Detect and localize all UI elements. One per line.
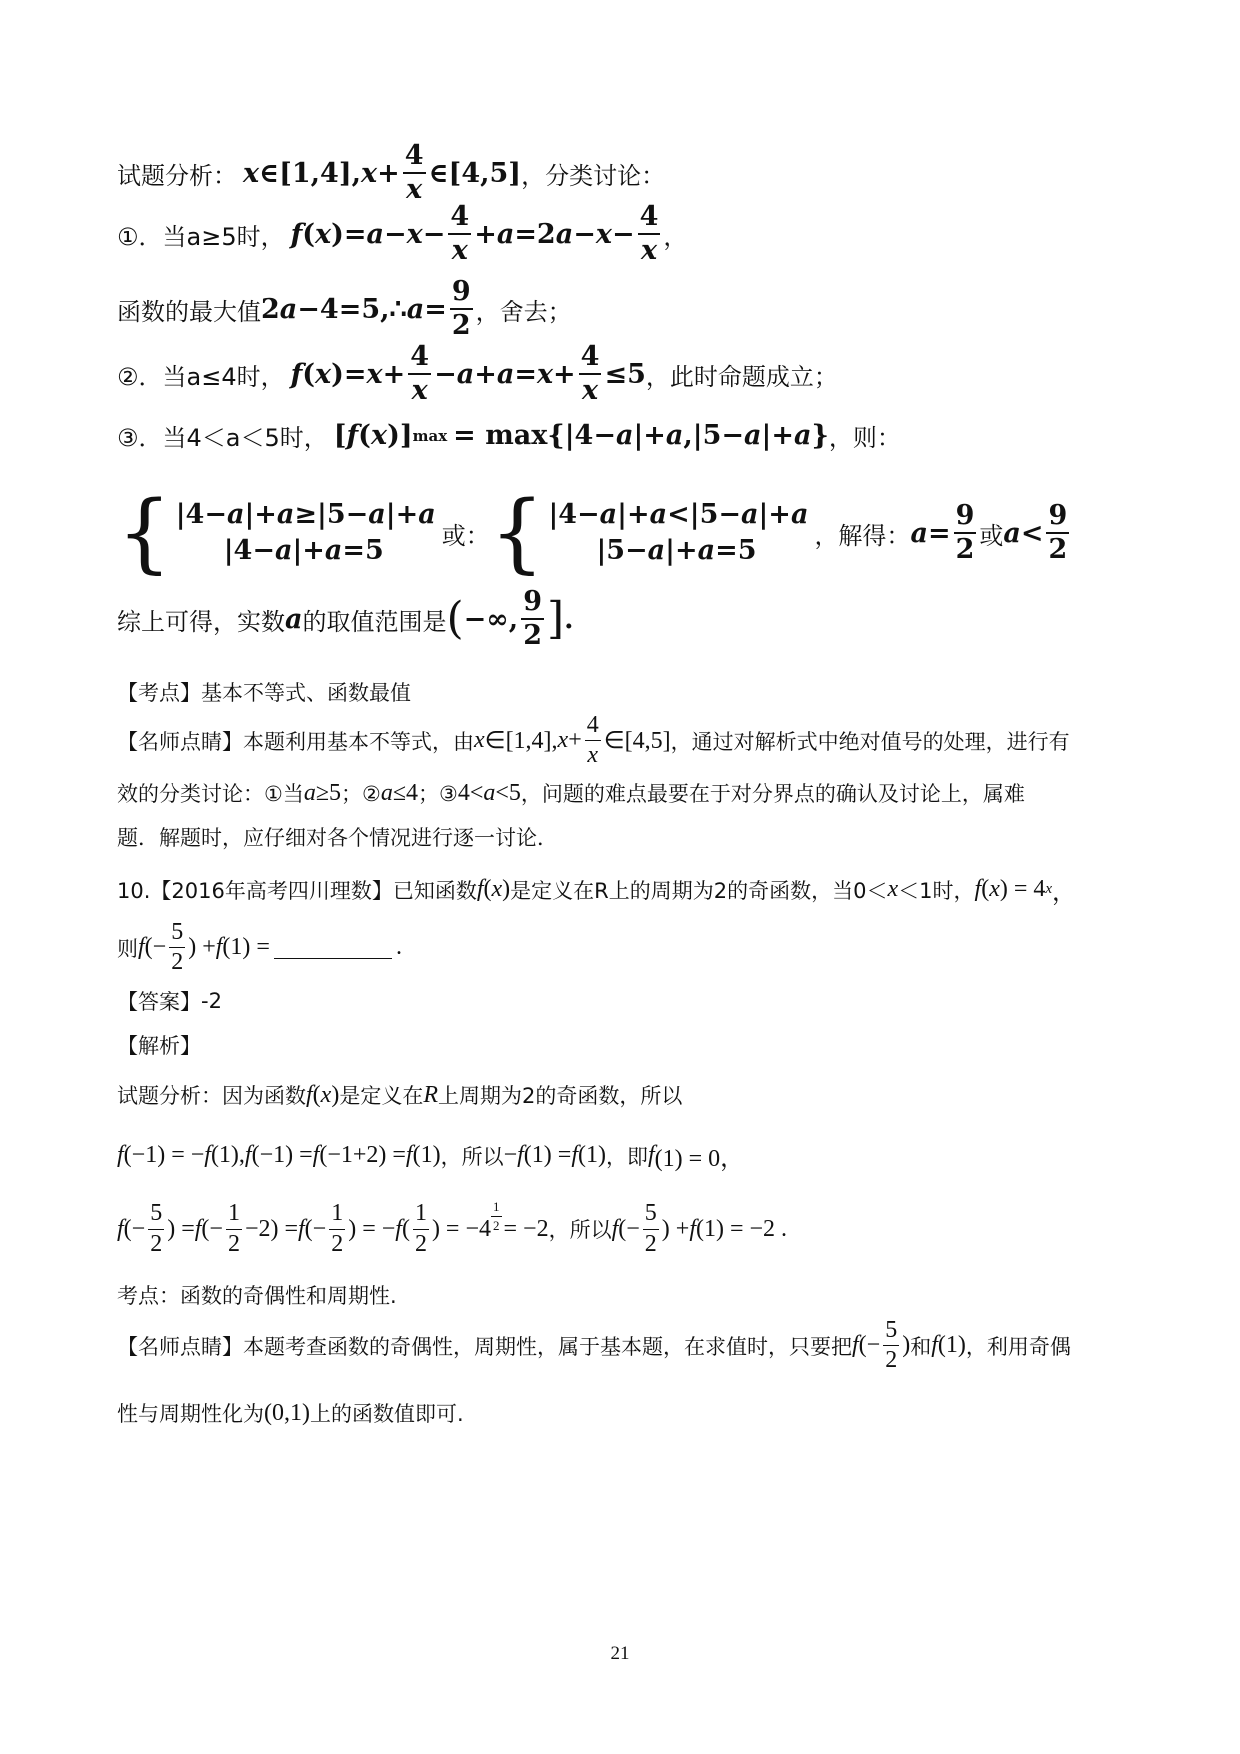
mingshi2-label: 【名师点睛】 — [117, 1334, 243, 1359]
mingshi-line2-d: ，问题的难点最要在于对分界点的确认及讨论上，属难 — [520, 782, 1025, 806]
analysis2-b: 是定义在 — [339, 1084, 424, 1108]
case-3-line: ③．当 4＜a＜5时， [ f ( x )] max = max{|4− a |+ a ,|5− a |+ a } ，则： — [117, 420, 901, 452]
mingshi-line-1: 【名师点睛】 本题利用基本不等式，由 x ∈[1,4], x + $\frac{4}{x}$ ∈[4,5] ，通过对解析式中绝对值号的处理，进行有 — [117, 712, 1070, 769]
question-10-mid2: ＜1时， — [898, 878, 975, 903]
mingshi-line-3: 题．解题时，应仔细对各个情况进行逐一讨论． — [117, 826, 558, 850]
mingshi2-line2-b: 上的函数值即可. — [309, 1402, 464, 1426]
question-10-line-1: 10.【2016年高考四川理数】已知函数 f ( x ) 是定义在R上的周期为2的奇函数，当0＜ x ＜1时， f ( x ) = 4 x ， — [117, 876, 1077, 906]
case-2-tail: ，此时命题成立； — [645, 362, 838, 391]
mingshi2-line2-a: 性与周期性化为 — [117, 1402, 264, 1426]
max-line-prefix: 函数的最大值 — [117, 297, 261, 326]
mingshi-line2-a: 效的分类讨论：①当 — [117, 782, 304, 806]
conclusion-line: 综上可得，实数 a 的取值范围是 ( −∞, $\frac{9}{2}$ ] . — [117, 586, 574, 652]
case-3-tail: ，则： — [828, 424, 901, 452]
analysis2-line2-mid2: ，即 — [605, 1144, 648, 1169]
jiexi-label: 【解析】 — [117, 1034, 201, 1058]
case-3-label: ③．当 — [117, 424, 187, 452]
analysis2-a: 试题分析：因为函数 — [117, 1084, 306, 1108]
answer-value: -2 — [201, 989, 222, 1013]
answer-line — [117, 986, 222, 1016]
systems-line: { |4−a|+a≥|5−a|+a |4−a|+a=5 或： { |4−a|+a<|5−a|+a |5−a|+a=5 ，解得： a = $\frac{9}{2}$ 或 a < $\frac{9}{2}$ — [117, 483, 1068, 583]
mingshi-2-line-1: 【名师点睛】 本题考查函数的奇偶性，周期性，属于基本题，在求值时，只要把 f (− $\frac{5}{2}$ ) 和 f (1) ，利用奇偶 — [117, 1317, 1071, 1374]
mingshi-text-2: ，通过对解析式中绝对值号的处理，进行有 — [670, 729, 1070, 754]
case-1-condition: a≥5时， — [186, 222, 285, 251]
kaodian-label: 【考点】 — [117, 681, 201, 705]
mingshi-text-1: 本题利用基本不等式，由 — [243, 729, 474, 754]
max-line-tail: ，舍去； — [475, 297, 572, 326]
case-1-label: ①．当 — [117, 222, 187, 251]
analysis-intro: 试题分析： — [117, 161, 237, 190]
solve-text: ，解得： — [814, 521, 911, 550]
mingshi2-text-3: ，利用奇偶 — [965, 1334, 1071, 1359]
mingshi-line2-b: ；② — [341, 782, 381, 806]
kaodian-2-line: 考点：函数的奇偶性和周期性. — [117, 1284, 397, 1308]
page-number: 21 — [610, 1643, 630, 1664]
conclusion-prefix: 综上可得，实数 — [117, 607, 285, 636]
mingshi-line-2: 效的分类讨论：①当 a ≥5 ；② a ≤4 ；③ 4< a <5 ，问题的难点最要在于对分界点的确认及讨论上，属难 — [117, 779, 1025, 806]
question-10-prefix: 10.【2016年高考四川理数】已知函数 — [117, 878, 477, 903]
analysis-2-line-2: f (−1) = − f (1), f (−1) = f (−1+2) = f (1) ，所以 − f (1) = f (1) ，即 f (1) = 0， — [117, 1142, 745, 1172]
or-small: 或 — [979, 521, 1004, 550]
question-10-mid: 是定义在R上的周期为2的奇函数，当0＜ — [510, 878, 888, 903]
case-2-line: ②．当 a≤4时， f ( x )= x + $\frac{4}{x}$ − a + a = x + $\frac{4}{x}$ ≤5 ，此时命题成立； — [117, 341, 838, 407]
analysis2-line3-mid: ，所以 — [548, 1218, 612, 1243]
max-value-line: 函数的最大值 2 a −4=5,∴ a = $\frac{9}{2}$ ，舍去； — [117, 276, 572, 342]
analysis-2-line-1: 试题分析：因为函数 f ( x ) 是定义在 R 上周期为2的奇函数，所以 — [117, 1081, 683, 1108]
analysis2-c: 上周期为2的奇函数，所以 — [438, 1084, 683, 1108]
mingshi-label: 【名师点睛】 — [117, 729, 243, 754]
case-2-condition: a≤4时， — [186, 362, 285, 391]
mingshi-2-line-2: 性与周期性化为 (0,1) 上的函数值即可. — [117, 1399, 464, 1426]
answer-label: 【答案】 — [117, 990, 201, 1014]
analysis-2-line-3: f (− $\frac{5}{2}$ ) = f (− $\frac{1}{2}$ −2) = f (− $\frac{1}{2}$ ) = − f ( $\frac{1}{2}$ ) = −4 $\frac{1}{2}$ = −2 ，所以 f (− $\frac{5}{2}$ ) + f (1) = −2 . — [117, 1199, 788, 1257]
formula-domain: x — [243, 157, 260, 189]
kaodian-line — [117, 677, 411, 707]
case-1-line: ①．当 a≥5时， f ( x )= a − x − $\frac{4}{x}$ + a =2 a − x − $\frac{4}{x}$ ， — [117, 201, 688, 267]
analysis-line-1: 试题分析： x ∈[1,4], x + $\frac{4}{x}$ ∈[4,5] ，分类讨论： — [117, 140, 666, 206]
mingshi-line2-c: ；③ — [418, 782, 458, 806]
answer-blank — [274, 936, 392, 959]
analysis-intro-tail: ，分类讨论： — [521, 161, 666, 190]
case-3-condition: 4＜a＜5时， — [186, 424, 328, 452]
system-2: { |4−a|+a<|5−a|+a |5−a|+a=5 — [489, 483, 809, 583]
question-10-line2-prefix: 则 — [117, 936, 138, 961]
mingshi2-text-2: 和 — [910, 1334, 932, 1359]
kaodian-text: 基本不等式、函数最值 — [201, 681, 411, 705]
system-1: { |4−a|+a≥|5−a|+a |4−a|+a=5 — [117, 483, 436, 583]
analysis2-line2-mid: ，所以 — [440, 1144, 504, 1169]
mingshi2-text-1: 本题考查函数的奇偶性，周期性，属于基本题，在求值时，只要把 — [243, 1334, 852, 1359]
question-10-line-2: 则 f (− $\frac{5}{2}$ ) + f (1) = . — [117, 919, 402, 976]
or-text: 或： — [441, 521, 490, 550]
fraction-9-over-2: $\frac{9}{2}$ — [451, 276, 471, 342]
conclusion-mid: 的取值范围是 — [302, 607, 447, 636]
fraction-4-over-x: $\frac{4}{x}$ — [404, 140, 424, 206]
case-2-label: ②．当 — [117, 362, 187, 391]
